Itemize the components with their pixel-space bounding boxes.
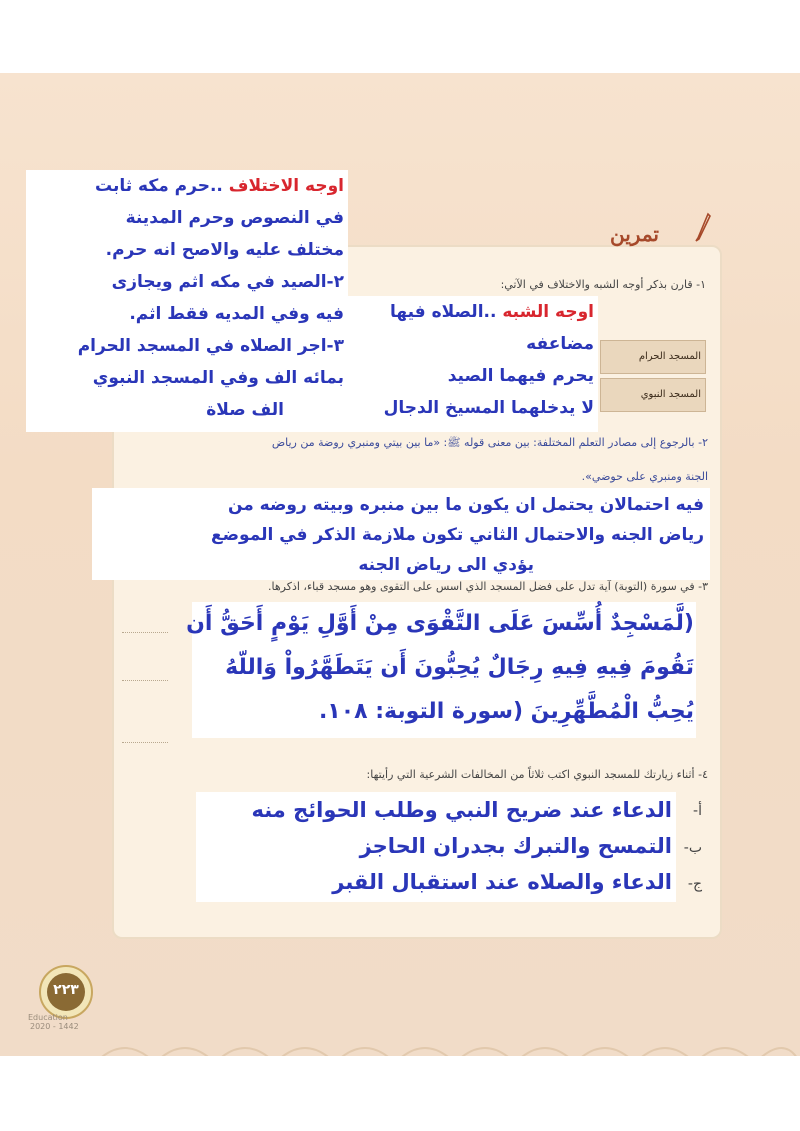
similarities-label: اوجه الشبه: [502, 302, 594, 322]
differences-label: اوجه الاختلاف: [228, 176, 344, 196]
similarities-line: يحرم فيهما الصيد: [447, 366, 594, 386]
similarities-line: مضاعفه: [526, 334, 594, 354]
violation-item: الدعاء عند ضريح النبي وطلب الحوائج منه: [251, 798, 672, 822]
table-cell-haram: المسجد الحرام: [600, 340, 706, 374]
differences-line: ٢-الصيد في مكه اثم ويجازى: [111, 272, 344, 292]
question-2-answer: [92, 488, 710, 580]
violation-item: الدعاء والصلاه عند استقبال القبر: [332, 870, 672, 894]
question-2-text: ٢- بالرجوع إلى مصادر التعلم المختلفة: بين معنى قوله ﷺ: «ما بين بيتي ومنبري روضة من رياض: [271, 436, 708, 449]
question-3-answer: [186, 602, 696, 738]
ayah-line: يُحِبُّ الْمُطَّهِّرِينَ (سورة التوبة: ١٠٨.: [318, 699, 694, 724]
table-cell-nabawi: المسجد النبوي: [600, 378, 706, 412]
exercise-title: تمرين: [610, 222, 659, 246]
differences-line: بمائه الف وفي المسجد النبوي: [92, 368, 344, 388]
differences-line: اوجه الاختلاف ..حرم مكه ثابت: [94, 176, 344, 196]
differences-line: ٣-اجر الصلاه في المسجد الحرام: [77, 336, 344, 356]
similarities-line: لا يدخلهما المسيخ الدجال: [383, 398, 594, 418]
violation-item: التمسح والتبرك بجدران الحاجز: [359, 834, 672, 858]
differences-answer: [26, 170, 348, 432]
question-2-answer-line: يؤدي الى رياض الجنه: [358, 555, 534, 575]
question-3-text: ٣- في سورة (التوبة) آية تدل على فضل المسجد الذي اسس على التقوى وهو مسجد قباء، اذكرها.: [268, 580, 708, 593]
page-number: ٢٢٣: [53, 982, 79, 998]
question-4-answers: [196, 792, 676, 902]
pencil-icon: [694, 212, 712, 242]
marker-a: أ-: [693, 803, 702, 819]
similarities-answer: [348, 296, 598, 432]
question-1-text: ١- قارن بذكر أوجه الشبه والاختلاف في الآتي:: [500, 278, 706, 291]
decorative-border-ornament: [95, 1033, 800, 1056]
question-2-answer-line: رياض الجنه والاحتمال الثاني تكون ملازمة الذكر في الموضع: [211, 525, 704, 545]
marker-b: ب-: [683, 840, 702, 856]
question-4-text: ٤- أثناء زيارتك للمسجد النبوي اكتب ثلاثاً من المخالفات الشرعية التي رأيتها:: [366, 768, 708, 781]
question-2-answer-line: فيه احتمالان يحتمل ان يكون ما بين منبره وبيته روضه من: [227, 495, 704, 515]
ministry-logo-text: Education: [28, 1013, 68, 1022]
answer-line: [122, 632, 168, 633]
edition-year: 2020 - 1442: [30, 1022, 79, 1031]
differences-line: فيه وفي المديه فقط اثم.: [129, 304, 344, 324]
marker-c: ج-: [687, 876, 702, 892]
similarities-line: اوجه الشبه ..الصلاه فيها: [390, 302, 594, 322]
differences-line: الف صلاة: [206, 400, 284, 420]
differences-line: في النصوص وحرم المدينة: [125, 208, 344, 228]
ayah-line: تَقُومَ فِيهِ فِيهِ رِجَالٌ يُحِبُّونَ أَن يَتَطَهَّرُواْ وَاللّهُ: [225, 655, 694, 680]
differences-line: مختلف عليه والاصح انه حرم.: [105, 240, 344, 260]
ayah-line: (لَّمَسْجِدٌ أُسِّسَ عَلَى التَّقْوَى مِنْ أَوَّلِ يَوْمٍ أَحَقُّ أَن: [186, 611, 694, 636]
question-2-text-cont: الجنة ومنبري على حوضي».: [581, 470, 708, 483]
answer-line: [122, 680, 168, 681]
answer-line: [122, 742, 168, 743]
